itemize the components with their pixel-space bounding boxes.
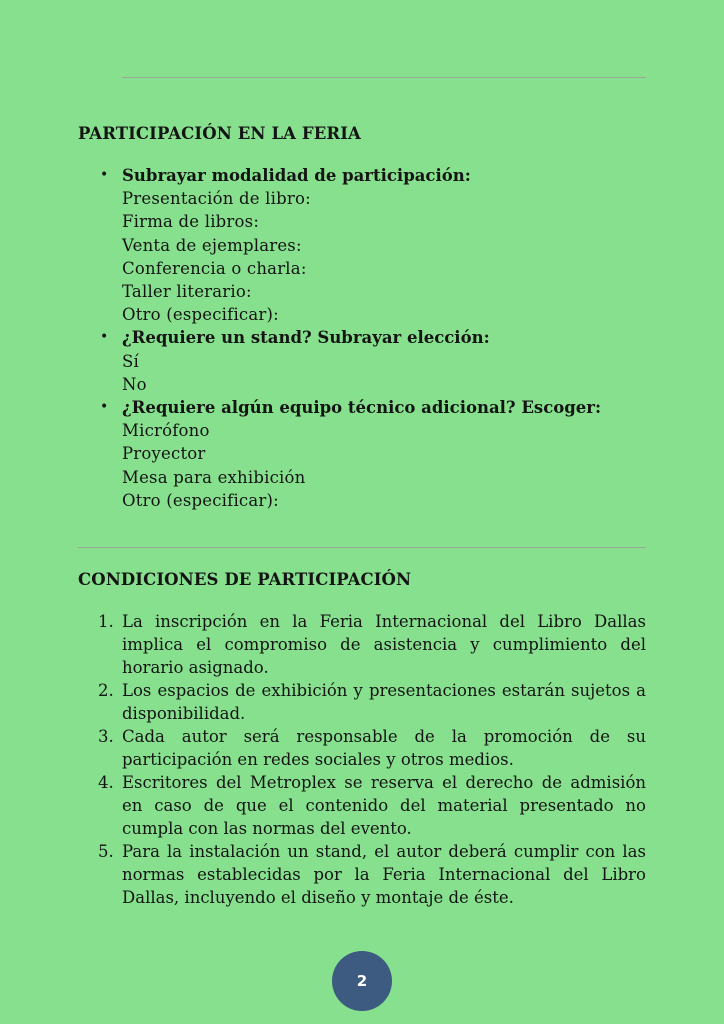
option-workshop: Taller literario: [122, 282, 252, 302]
option-display-table: Mesa para exhibición [122, 467, 306, 487]
condition-item [98, 679, 646, 725]
option-copy-sales: Venta de ejemplares: [122, 235, 302, 255]
condition-item [98, 610, 646, 679]
conditions-list [98, 610, 646, 909]
section-title-conditions: CONDICIONES DE PARTICIPACIÓN [78, 570, 412, 589]
option-microphone: Micrófono [122, 421, 210, 441]
option-stand-yes: Sí [122, 351, 139, 371]
option-conference: Conferencia o charla: [122, 258, 307, 278]
page-number-badge [332, 951, 392, 1011]
condition-number: 5. [98, 842, 114, 861]
section-title-participation: PARTICIPACIÓN EN LA FERIA [78, 124, 361, 143]
option-other-equipment: Otro (especificar): [122, 490, 279, 510]
condition-text: Cada autor será responsable de la promoción de su participación en redes sociales y otros medios. [122, 727, 646, 769]
condition-number: 4. [98, 773, 114, 792]
condition-text: Para la instalación un stand, el autor deberá cumplir con las normas establecidas por la Feria Internacional del Libro Dallas, incluyendo el diseño y montaje de éste. [122, 842, 646, 907]
condition-text: Los espacios de exhibición y presentaciones estarán sujetos a disponibilidad. [122, 681, 646, 723]
question-label-equipment: • ¿Requiere algún equipo técnico adicional? Escoger: [122, 398, 602, 418]
condition-item [98, 771, 646, 840]
question-item-stand [122, 326, 662, 396]
condition-item [98, 725, 646, 771]
condition-number: 1. [98, 612, 114, 631]
page-number: 2 [356, 972, 368, 990]
middle-divider [78, 547, 646, 548]
option-stand-no: No [122, 374, 147, 394]
condition-text: La inscripción en la Feria Internacional del Libro Dallas implica el compromiso de asistencia y cumplimiento del horario asignado. [122, 612, 646, 677]
condition-number: 3. [98, 727, 114, 746]
option-other-modality: Otro (especificar): [122, 305, 279, 325]
participation-list [122, 164, 662, 512]
condition-number: 2. [98, 681, 114, 700]
option-book-signing: Firma de libros: [122, 212, 260, 232]
question-label-modality: • Subrayar modalidad de participación: [122, 166, 471, 185]
top-divider [122, 77, 646, 78]
option-projector: Proyector [122, 444, 206, 464]
condition-item [98, 840, 646, 909]
question-item-equipment [122, 396, 662, 512]
question-label-stand: • ¿Requiere un stand? Subrayar elección: [122, 328, 490, 348]
question-item-modality [122, 164, 662, 326]
option-book-presentation: Presentación de libro: [122, 189, 311, 209]
condition-text: Escritores del Metroplex se reserva el derecho de admisión en caso de que el contenido del material presentado no cumpla con las normas del evento. [122, 773, 646, 838]
